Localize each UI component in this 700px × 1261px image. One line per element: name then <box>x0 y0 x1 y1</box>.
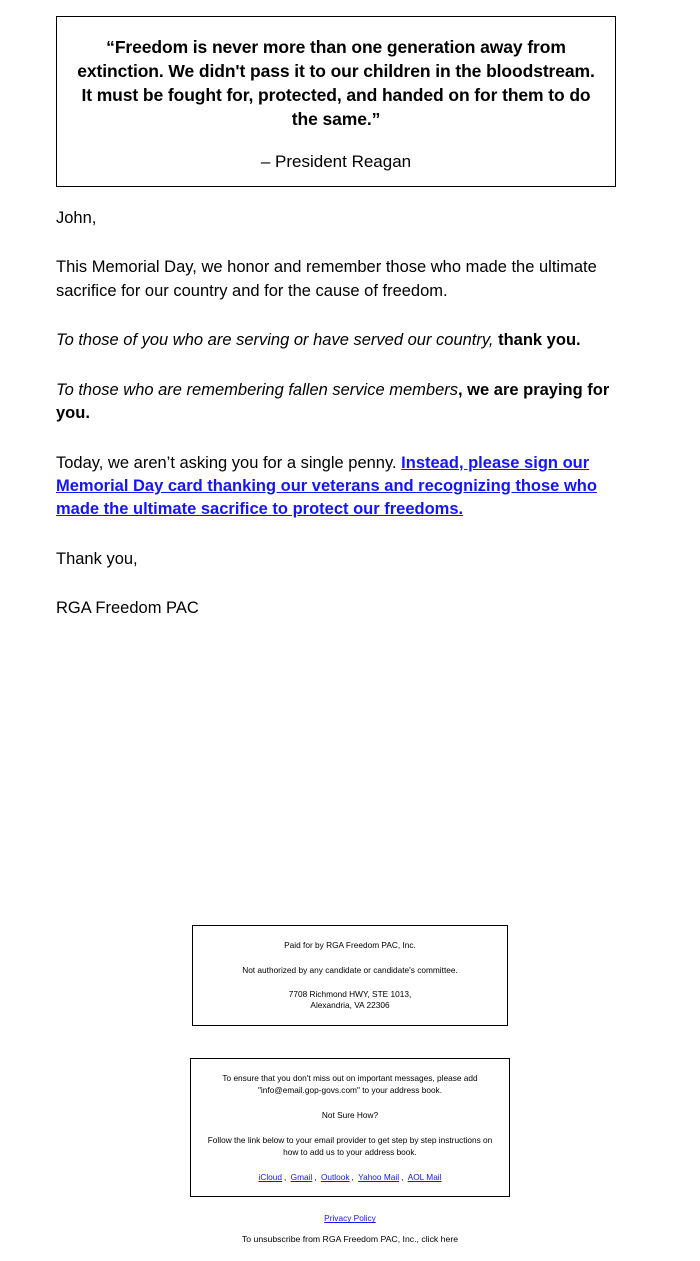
paragraph-2-italic: To those of you who are serving or have served our country, <box>56 331 494 350</box>
paid-for-line: Paid for by RGA Freedom PAC, Inc. <box>284 940 416 950</box>
paragraph-2-bold: thank you. <box>498 331 581 350</box>
privacy-policy-row <box>0 1213 700 1223</box>
paragraph-3-bold: , we are praying for you. <box>56 380 610 423</box>
memorial-day-card-link[interactable]: Instead, please sign our Memorial Day card thanking our veterans and recognizing those who made the ultimate sacrifice to protect our freedoms. <box>56 453 597 519</box>
icloud-link[interactable]: iCloud <box>258 1172 283 1183</box>
privacy-policy-link[interactable]: Privacy Policy <box>324 1213 376 1224</box>
address-line-2: Alexandria, VA 22306 <box>310 1000 390 1011</box>
paragraph-3 <box>56 379 640 426</box>
quote-text: “Freedom is never more than one generation away from extinction. We didn't pass it to our children in the bloodstream. It must be fought for, protected, and handed on for them to do the same.” <box>77 37 595 130</box>
letter-body <box>56 207 640 647</box>
paragraph-4-plain: Today, we aren’t asking you for a single penny. <box>56 453 402 472</box>
outlook-link[interactable]: Outlook <box>320 1172 350 1183</box>
paragraph-4 <box>56 452 640 522</box>
paragraph-2 <box>56 329 640 352</box>
unsubscribe-text[interactable]: To unsubscribe from RGA Freedom PAC, Inc., click here <box>241 1234 459 1245</box>
gmail-link[interactable]: Gmail <box>290 1172 313 1183</box>
closing: Thank you, <box>56 549 138 568</box>
paragraph-3-italic: To those who are remembering fallen service members <box>56 380 458 399</box>
yahoo-mail-link[interactable]: Yahoo Mail <box>358 1172 400 1183</box>
paragraph-1: This Memorial Day, we honor and remember those who made the ultimate sacrifice for our country and for the cause of freedom. <box>56 258 597 300</box>
whitelist-line-3: Follow the link below to your email provider to get step by step instructions on how to add us to your address book. <box>207 1135 493 1158</box>
aol-mail-link[interactable]: AOL Mail <box>407 1172 442 1183</box>
signature: RGA Freedom PAC <box>56 599 199 618</box>
disclaimer-box <box>192 925 508 1026</box>
not-authorized-line: Not authorized by any candidate or candidate's committee. <box>242 965 458 976</box>
whitelist-line-1: To ensure that you don't miss out on important messages, please add "info@email.gop-govs.com" to your address book. <box>222 1073 478 1096</box>
quote-box <box>56 16 616 187</box>
footer-zone <box>0 925 700 1244</box>
provider-links: iCloud , Gmail , Outlook , Yahoo Mail , AOL Mail <box>258 1172 442 1183</box>
quote-attribution: – President Reagan <box>260 151 412 171</box>
whitelist-line-2: Not Sure How? <box>321 1110 379 1121</box>
whitelist-box <box>190 1058 510 1197</box>
address-line-1: 7708 Richmond HWY, STE 1013, <box>288 989 412 1000</box>
salutation: John, <box>56 209 97 227</box>
